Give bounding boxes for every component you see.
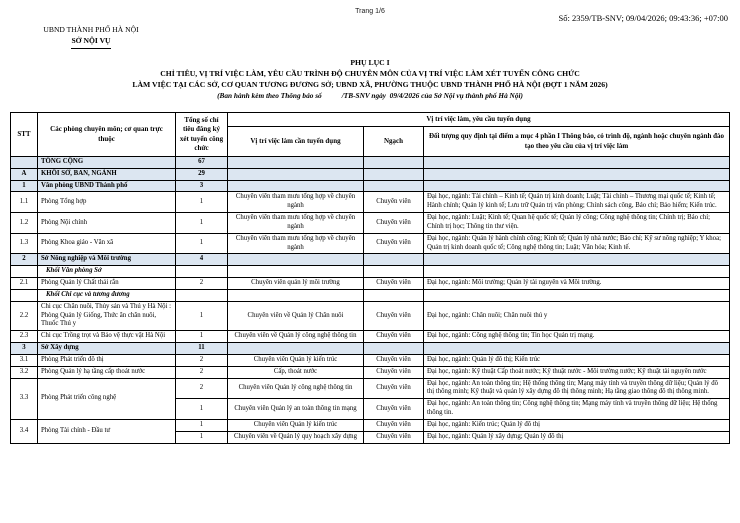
row-requirements: Đại học, ngành: An toàn thông tin; Hệ thống thông tin; Mạng máy tính và truyền thông dữ liệu; Quản lý đô thị thông minh; Kỹ thuật và quản lý xây dựng đô thị thông minh; Hạ tầng giao thông đô thị thông minh. [424, 378, 730, 399]
title-block [0, 58, 740, 101]
org-header [16, 24, 166, 49]
row-rank: Chuyên viên [364, 419, 424, 431]
row-requirements: Đại học, ngành: Kiến trúc; Quản lý đô thị [424, 419, 730, 431]
table-row [11, 213, 730, 234]
row-department: Chi cục Chăn nuôi, Thủy sản và Thú y Hà Nội : Phòng Quản lý Giống, Thức ăn chăn nuôi, Thuốc Thú y [38, 301, 176, 330]
row-rank: Chuyên viên [364, 278, 424, 290]
row-total: 1 [176, 192, 228, 213]
row-department: Khối Chi cục và tương đương [38, 289, 176, 301]
table-body [11, 157, 730, 444]
row-position [228, 266, 364, 278]
row-rank: Chuyên viên [364, 192, 424, 213]
row-position: Chuyên viên về Quản lý quy hoạch xây dựng [228, 431, 364, 443]
row-total: 2 [176, 378, 228, 399]
table-row [11, 378, 730, 399]
org-department-name: SỞ NỘI VỤ [71, 36, 111, 45]
table-row [11, 419, 730, 431]
row-total: 3 [176, 180, 228, 192]
row-rank [364, 254, 424, 266]
table-row [11, 168, 730, 180]
row-requirements [424, 266, 730, 278]
row-position: Chuyên viên tham mưu tổng hợp về chuyên ngành [228, 233, 364, 254]
row-requirements: Đại học, ngành: Môi trường; Quản lý tài nguyên và Môi trường. [424, 278, 730, 290]
row-department: Văn phòng UBND Thành phố [38, 180, 176, 192]
row-total: 2 [176, 354, 228, 366]
row-requirements: Đại học, ngành: Luật; Kinh tế; Quan hệ quốc tế; Quản lý công; Công nghệ thông tin; Chính trị; Báo chí; Chính trị học; Thông tin thư viện. [424, 213, 730, 234]
row-position: Chuyên viên Quản lý an toàn thông tin mạng [228, 399, 364, 420]
row-department: Phòng Tổng hợp [38, 192, 176, 213]
row-department: TỔNG CỘNG [38, 157, 176, 169]
row-stt [11, 289, 38, 301]
row-rank: Chuyên viên [364, 378, 424, 399]
org-parent-name: UBND THÀNH PHỐ HÀ NỘI [43, 25, 139, 34]
row-position: Chuyên viên về Quản lý Chăn nuôi [228, 301, 364, 330]
row-requirements [424, 254, 730, 266]
table-header [11, 113, 730, 157]
row-total: 4 [176, 254, 228, 266]
row-position: Chuyên viên Quản lý công nghệ thông tin [228, 378, 364, 399]
row-stt: 1 [11, 180, 38, 192]
row-position [228, 254, 364, 266]
row-department: Phòng Quản lý hạ tầng cấp thoát nước [38, 366, 176, 378]
row-stt: 2 [11, 254, 38, 266]
row-department: Sở Nông nghiệp và Môi trường [38, 254, 176, 266]
row-total: 1 [176, 301, 228, 330]
document-number-stamp: Số: 2359/TB-SNV; 09/04/2026; 09:43:36; +07:00 [558, 13, 728, 23]
row-position [228, 289, 364, 301]
row-department: Sở Xây dựng [38, 343, 176, 355]
col-header-group: Vị trí việc làm, yêu cầu tuyển dụng [228, 113, 730, 127]
col-header-total: Tổng số chỉ tiêu đăng ký xét tuyển công chức [176, 113, 228, 157]
row-requirements: Đại học, ngành: Kỹ thuật Cấp thoát nước; Kỹ thuật nước - Môi trường nước; Kỹ thuật tài nguyên nước [424, 366, 730, 378]
table-row [11, 301, 730, 330]
page-indicator: Trang 1/6 [355, 8, 385, 15]
row-rank [364, 168, 424, 180]
row-requirements [424, 343, 730, 355]
row-total: 1 [176, 331, 228, 343]
col-header-department: Các phòng chuyên môn; cơ quan trực thuộc [38, 113, 176, 157]
row-department: Phòng Tài chính - Đầu tư [38, 419, 176, 443]
table-row [11, 254, 730, 266]
col-header-requirements: Đối tượng quy định tại điểm a mục 4 phần I Thông báo, có trình độ, ngành hoặc chuyên ngành đào tạo theo yêu cầu của vị trí việc làm [424, 127, 730, 157]
row-position: Chuyên viên Quản lý kiến trúc [228, 419, 364, 431]
row-total: 1 [176, 419, 228, 431]
row-rank [364, 180, 424, 192]
row-total: 1 [176, 213, 228, 234]
row-requirements: Đại học, ngành: Quản lý xây dựng; Quản lý đô thị [424, 431, 730, 443]
row-department: Chi cục Trồng trọt và Bảo vệ thực vật Hà Nội [38, 331, 176, 343]
row-total: 29 [176, 168, 228, 180]
table-row [11, 266, 730, 278]
row-requirements [424, 180, 730, 192]
table-row [11, 233, 730, 254]
row-department: Phòng Quản lý Chất thải rắn [38, 278, 176, 290]
row-rank: Chuyên viên [364, 301, 424, 330]
row-position: Chuyên viên tham mưu tổng hợp về chuyên ngành [228, 213, 364, 234]
row-total: 2 [176, 366, 228, 378]
table-row [11, 289, 730, 301]
row-stt: 3.4 [11, 419, 38, 443]
row-department: Phòng Phát triển công nghệ [38, 378, 176, 419]
col-header-rank: Ngạch [364, 127, 424, 157]
row-position [228, 180, 364, 192]
table-row [11, 278, 730, 290]
row-department: Khối Văn phòng Sở [38, 266, 176, 278]
row-position: Chuyên viên quản lý môi trường [228, 278, 364, 290]
doc-title-line3: LÀM VIỆC TẠI CÁC SỞ, CƠ QUAN TƯƠNG ĐƯƠNG SỞ; UBND XÃ, PHƯỜNG THUỘC UBND THÀNH PHỐ HÀ NỘI (ĐỢT 1 NĂM 2026) [132, 79, 608, 89]
row-rank: Chuyên viên [364, 331, 424, 343]
row-rank [364, 266, 424, 278]
row-stt: 1.1 [11, 192, 38, 213]
positions-table [10, 112, 730, 444]
appendix-title: PHỤ LỤC I [350, 58, 390, 67]
row-rank [364, 289, 424, 301]
row-requirements: Đại học, ngành: An toàn thông tin; Công nghệ thông tin; Mạng máy tính và truyền thông dữ liệu; Hệ thống thông tin. [424, 399, 730, 420]
row-position: Chuyên viên tham mưu tổng hợp về chuyên ngành [228, 192, 364, 213]
table-row [11, 343, 730, 355]
row-requirements [424, 157, 730, 169]
row-requirements [424, 289, 730, 301]
table-row [11, 192, 730, 213]
row-rank [364, 343, 424, 355]
table-row [11, 366, 730, 378]
row-total: 67 [176, 157, 228, 169]
col-header-position: Vị trí việc làm cần tuyển dụng [228, 127, 364, 157]
row-rank: Chuyên viên [364, 366, 424, 378]
row-rank: Chuyên viên [364, 233, 424, 254]
table-row [11, 157, 730, 169]
row-requirements: Đại học, ngành: Quản lý hành chính công; Kinh tế; Quản lý nhà nước; Báo chí; Kỹ sư nông nghiệp; Y khoa; Quản trị kinh doanh quốc tế; Công nghệ thông tin; Luật; Văn hóa; Kinh tế. [424, 233, 730, 254]
row-total: 1 [176, 399, 228, 420]
row-requirements: Đại học, ngành: Tài chính – Kinh tế; Quản trị kinh doanh; Luật; Tài chính – Thương mại quốc tế; Kinh tế; Hành chính; Quản lý kinh tế; Lưu trữ Quản trị văn phòng; Chính sách công, Báo chí; Bảo hiểm; Kiến trúc. [424, 192, 730, 213]
row-stt: 3 [11, 343, 38, 355]
doc-subtitle: (Ban hành kèm theo Thông báo số /TB-SNV ngày 09/4/2026 của Sở Nội vụ thành phố Hà Nội) [217, 90, 523, 100]
row-total [176, 289, 228, 301]
org-underline-rule [71, 48, 111, 49]
row-department: KHỐI SỞ, BAN, NGÀNH [38, 168, 176, 180]
row-total [176, 266, 228, 278]
row-position: Chuyên viên Quản lý kiến trúc [228, 354, 364, 366]
row-requirements: Đại học, ngành: Công nghệ thông tin; Tin học Quản trị mạng. [424, 331, 730, 343]
row-position: Chuyên viên về Quản lý công nghệ thông tin [228, 331, 364, 343]
row-rank [364, 157, 424, 169]
row-total: 11 [176, 343, 228, 355]
row-total: 1 [176, 233, 228, 254]
row-rank: Chuyên viên [364, 399, 424, 420]
row-stt [11, 157, 38, 169]
row-stt: 1.2 [11, 213, 38, 234]
table-row [11, 331, 730, 343]
row-requirements: Đại học, ngành: Quản lý đô thị; Kiến trúc [424, 354, 730, 366]
row-rank: Chuyên viên [364, 213, 424, 234]
row-total: 2 [176, 278, 228, 290]
row-requirements [424, 168, 730, 180]
doc-title-line2: CHỈ TIÊU, VỊ TRÍ VIỆC LÀM, YÊU CẦU TRÌNH ĐỘ CHUYÊN MÔN CỦA VỊ TRÍ VIỆC LÀM XÉT TUYỂN CÔNG CHỨC [160, 68, 580, 78]
table-row [11, 180, 730, 192]
row-stt: 2.1 [11, 278, 38, 290]
row-department: Phòng Phát triển đô thị [38, 354, 176, 366]
row-stt: 3.3 [11, 378, 38, 419]
row-stt: 2.2 [11, 301, 38, 330]
row-stt [11, 266, 38, 278]
row-position [228, 343, 364, 355]
row-stt: 2.3 [11, 331, 38, 343]
table-row [11, 354, 730, 366]
row-total: 1 [176, 431, 228, 443]
row-requirements: Đại học, ngành: Chăn nuôi; Chăn nuôi thú y [424, 301, 730, 330]
row-department: Phòng Khoa giáo - Văn xã [38, 233, 176, 254]
row-stt: 3.2 [11, 366, 38, 378]
row-rank: Chuyên viên [364, 354, 424, 366]
col-header-stt: STT [11, 113, 38, 157]
row-position: Cấp, thoát nước [228, 366, 364, 378]
row-position [228, 157, 364, 169]
row-stt: 1.3 [11, 233, 38, 254]
row-rank: Chuyên viên [364, 431, 424, 443]
row-position [228, 168, 364, 180]
row-stt: 3.1 [11, 354, 38, 366]
row-department: Phòng Nội chính [38, 213, 176, 234]
row-stt: A [11, 168, 38, 180]
